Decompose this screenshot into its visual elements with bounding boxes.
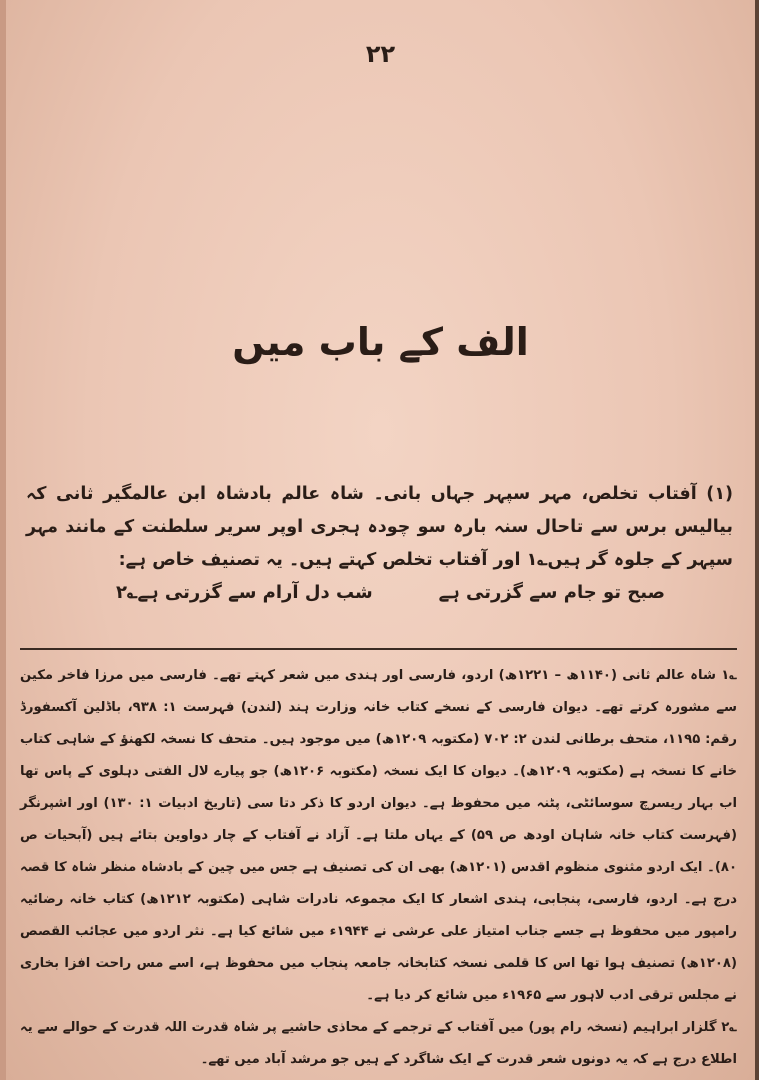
page-number: ۲۲ [365,40,396,68]
entry-paragraph: (۱) آفتاب تخلص، مہر سپہر جہاں بانی۔ شاہ عالم بادشاہ ابن عالمگیر ثانی کہ بیالیس برس سے تاحال سنہ بارہ سو چودہ ہجری اوپر سریر سلطنت کے مانند مہر سپہر کے جلوہ گر ہیں؎۱ اور آفتاب تخلص کہتے ہیں۔ یہ تصنیف خاص ہے: [26,484,733,570]
footnote-1: ؎۱ شاہ عالم ثانی (۱۱۴۰ھ – ۱۲۲۱ھ) اردو، فارسی اور ہندی میں شعر کہتے تھے۔ فارسی میں مرزا فاخر مکین سے مشورہ کرتے تھے۔ دیوان فارسی کے نسخے کتاب خانہ وزارت ہند (لندن) فہرست ۱: ۹۳۸، باڈلین آکسفورڈ رقم: ۱۱۹۵، متحف برطانی لندن ۲: ۷۰۲ (مکتوبہ ۱۲۰۹ھ) میں موجود ہیں۔ متحف کا نسخہ لکھنؤ کے شاہی کتاب خانے کا نسخہ ہے (مکتوبہ ۱۲۰۹ھ)۔ دیوان کا ایک نسخہ (مکتوبہ ۱۲۰۶ھ) جو پیارے لال الفتی دہلوی کے پاس تھا اب بہار ریسرچ سوسائٹی، پٹنہ میں محفوظ ہے۔ دیوان اردو کا ذکر دتا سی (تاریخ ادبیات ۱: ۱۳۰) اور اشپرنگر (فہرست کتاب خانہ شاہان اودھ ص ۵۹) کے یہاں ملتا ہے۔ آزاد نے آفتاب کے چار دواوین بتائے ہیں (آبحیات ص ۸۰)۔ ایک اردو مثنوی منظوم اقدس (۱۲۰۱ھ) بھی ان کی تصنیف ہے جس میں چین کے بادشاہ منظر شاہ کا قصہ درج ہے۔ اردو، فارسی، پنجابی، ہندی اشعار کا ایک مجموعہ نادرات شاہی (مکتوبہ ۱۲۱۲ھ) کتاب خانہ رضائیہ رامپور میں محفوظ ہے جسے جناب امتیاز علی عرشی نے ۱۹۴۴ء میں شائع کیا ہے۔ نثر اردو میں عجائب القصص (۱۲۰۸ھ) تصنیف ہوا تھا اس کا قلمی نسخہ کتابخانہ جامعہ پنجاب میں محفوظ ہے، اسے مس راحت افزا بخاری نے مجلس ترقی ادب لاہور سے ۱۹۶۵ء میں شائع کر دیا ہے۔ [20,668,738,1003]
footnote-2: ؎۲ گلزار ابراہیم (نسخہ رام پور) میں آفتاب کے ترجمے کے محاذی حاشیے پر شاہ قدرت اللہ قدرت کے حوالے سے یہ اطلاع درج ہے کہ یہ دونوں شعر قدرت کے ایک شاگرد کے ہیں جو مرشد آباد میں تھے۔ [20,1020,737,1067]
chapter-heading: الف کے باب میں [232,320,529,364]
couplet [116,582,665,603]
couplet-first-hemistich: صبح تو جام سے گزرتی ہے [438,582,665,603]
footnote-divider [20,648,737,650]
footnotes [20,660,737,1076]
couplet-second-hemistich: شب دل آرام سے گزرتی ہے؎۲ [116,582,373,603]
